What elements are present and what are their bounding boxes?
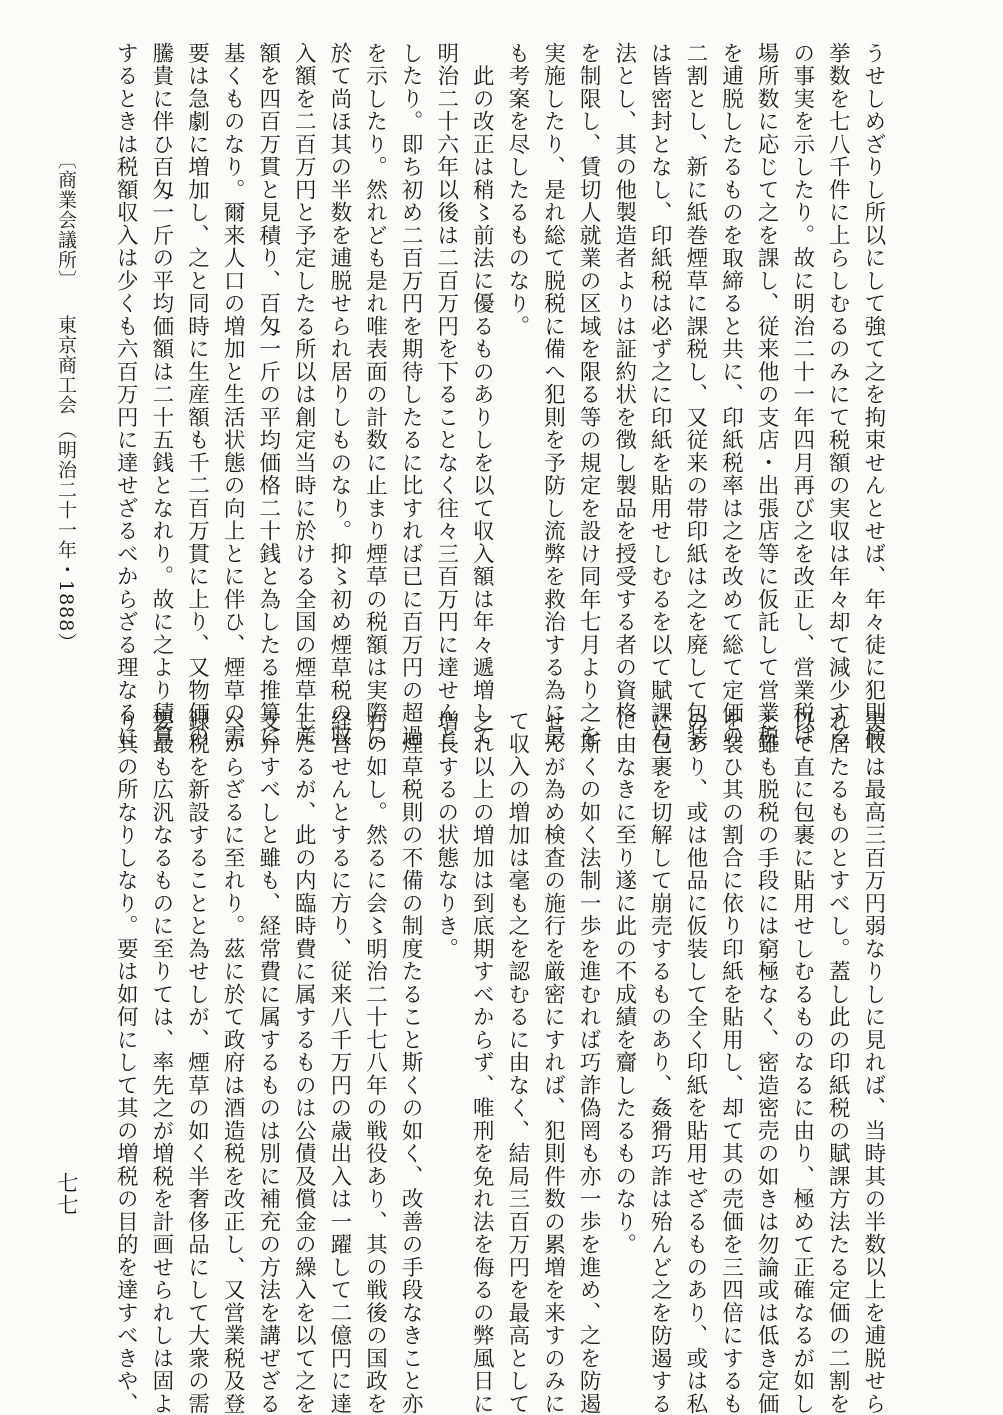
text-column: 二割とし、新に紙巻煙草に課税し、又従来の帯印紙は之を廃して包装 — [682, 42, 708, 748]
text-column: うせしめざりし所以にして強て之を拘束せんとせば、年々徒に犯則検 — [860, 42, 886, 748]
text-column: も考案を尽したるものなり。 — [504, 42, 530, 338]
text-column: を制限し、賃切人就業の区域を限る等の規定を設け同年七月より之を — [576, 42, 602, 748]
text-column: せんが為め検査の施行を厳密にすれば、犯則件数の累増を来すのみに — [540, 710, 566, 1415]
text-column: 騰貴に伴ひ百匁一斤の平均価額は二十五銭となれり。故に之より積算 — [148, 42, 174, 748]
text-column: べからざるに至れり。茲に於て政府は酒造税を改正し、又営業税及登 — [220, 710, 246, 1415]
text-column: 以て直に包裹に貼用せしむるものなるに由り、極めて正確なるが如し — [789, 710, 815, 1415]
text-column: 法とし、其の他製造者よりは証約状を徴し製品を授受する者の資格 — [611, 42, 637, 725]
text-column: に由なきに至り遂に此の不成績を齎したるものなり。 — [611, 710, 637, 1256]
text-column: れ居たるものとすべし。蓋し此の印紙税の賦課方法たる定価の二割を — [825, 710, 851, 1415]
text-column: は皆密封となし、印紙税は必ず之に印紙を貼用せしむるを以て賦課方 — [647, 42, 673, 748]
page-number: 七七 — [55, 1172, 79, 1216]
text-column: を逋脱したるものを取締ると共に、印紙税率は之を改めて総て定価の — [718, 42, 744, 748]
text-column: 煙草税則の不備の制度たること斯くの如く、改善の手段なきこと亦 — [398, 710, 424, 1415]
text-column: 実施したり、是れ総て脱税に備へ犯則を予防し流弊を救治する為に最 — [540, 42, 566, 748]
text-column: したるが、此の内臨時費に属するものは公債及償金の繰入を以て之を — [291, 710, 317, 1415]
text-column: 於て尚ほ其の半数を逋脱せられ居りしものなり。抑〻初め煙草税の収 — [326, 42, 352, 748]
text-column: 右の如し。然るに会〻明治二十七八年の戦役あり、其の戦後の国政を — [362, 710, 388, 1415]
text-column: 支弁すべしと雖も、経常費に属するものは別に補充の方法を講ぜざる — [255, 710, 281, 1415]
text-column: 要最も広汎なるものに至りては、率先之が増税を計画せられしは固よ — [148, 710, 174, 1415]
footer-source: 〔商業会議所〕 — [55, 150, 77, 290]
footer-title: 東京商工会 — [55, 315, 77, 415]
text-column: 之れ以上の増加は到底期すべからず、唯刑を免れ法を侮るの弊風日に — [469, 710, 495, 1415]
text-column: 明治二十六年以後は二百万円を下ることなく往々三百万円に達せんと — [433, 42, 459, 748]
text-column: り其の所なりしなり。要は如何にして其の増税の目的を達すべきや、 — [113, 710, 139, 1415]
text-column: 増長するの状態なりき。 — [433, 710, 459, 961]
text-column: 経営せんとするに方り、従来八千万円の歳出入は一躍して二億円に達 — [326, 710, 352, 1415]
text-column: するときは税額収入は少くも六百万円に達せざるべからざる理なるに — [113, 42, 139, 748]
text-column: 此の改正は稍〻前法に優るものありしを以て収入額は年々遞増して — [469, 42, 495, 748]
text-column: を示したり。然れども是れ唯表面の計数に止まり煙草の税額は実際に — [362, 42, 388, 748]
text-column: 斯くの如く法制一歩を進むれば巧詐偽罔も亦一歩を進め、之を防遏 — [576, 710, 602, 1415]
text-column: 録税を新設することと為せしが、煙草の如く半奢侈品にして大衆の需 — [184, 710, 210, 1415]
text-column: 額を四百万貫と見積り、百匁一斤の平均価格二十銭と為したる推算に — [255, 42, 281, 748]
text-column: 場所数に応じて之を課し、従来他の支店・出張店等に仮託して営業税 — [754, 42, 780, 748]
footer-era: （明治二十一年・1888） — [55, 420, 77, 653]
text-column: て収入の増加は毫も之を認むるに由なく、結局三百万円を最高として — [504, 710, 530, 1415]
text-column: したり。即ち初め二百万円を期待したるに比すれば已に百万円の超過 — [398, 42, 424, 748]
text-column: に包裹を切解して崩売するものあり、姦猾巧詐は殆んど之を防遏する — [647, 710, 673, 1415]
text-column: 入額を二百万円と予定したる所以は創定当時に於ける全国の煙草生産 — [291, 42, 317, 748]
text-column: を装ひ其の割合に依り印紙を貼用し、却て其の売価を三四倍にするも — [718, 710, 744, 1415]
text-column: 挙数を七八千件に上らしむるのみにて税額の実収は年々却て減少する — [825, 42, 851, 748]
text-column: 基くものなり。爾来人口の増加と生活状態の向上とに伴ひ、煙草の需 — [220, 42, 246, 748]
text-column: のあり、或は他品に仮装して全く印紙を貼用せざるものあり、或は私 — [682, 710, 708, 1415]
text-column: の事実を示したり。故に明治二十一年四月再び之を改正し、営業税は — [789, 42, 815, 748]
text-column: と雖も脱税の手段には窮極なく、密造密売の如きは勿論或は低き定価 — [754, 710, 780, 1415]
text-column: 要は急劇に増加し、之と同時に生産額も千二百万貫に上り、又物価の — [184, 42, 210, 748]
text-column: 実収は最高三百万円弱なりしに見れば、当時其の半数以上を逋脱せら — [860, 710, 886, 1415]
